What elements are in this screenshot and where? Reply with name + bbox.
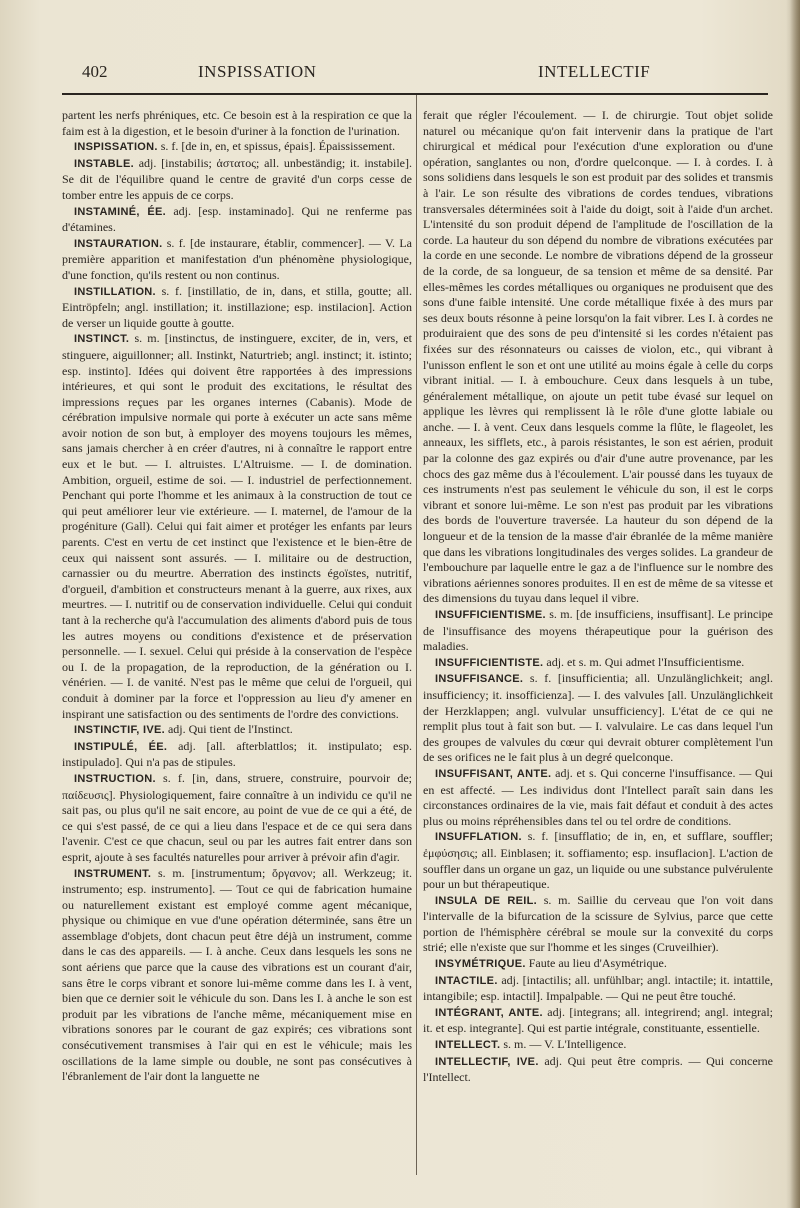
entry-definition: adj. [instabilis; ἀστατος; all. unbeständig; it. instabile]. Se dit de l'équilibre quand le centre de gravité d'un corps cesse de tomber entre les appuis de ce corps. [62, 155, 412, 202]
right-entry-list [423, 607, 773, 1086]
right-running-head: INTELLECTIF [538, 62, 651, 81]
dictionary-entry [423, 956, 773, 973]
dictionary-entry [62, 284, 412, 332]
entry-definition: s. f. [insufflatio; de in, en, et sufflare, souffler; ἐμφύσησις; all. Einblasen; it. soffiamento; esp. insuflacion]. L'action de souffler dans un organe un gaz, un liquide ou une substance pulvérulente pour un but thérapeutique. [423, 829, 773, 892]
entry-headword: INTELLECT. [435, 1039, 501, 1052]
continued-text: partent les nerfs phréniques, etc. Ce besoin est à la respiration ce que la faim est à la digestion, et le besoin d'uriner à la fonction de l'urination. [62, 108, 412, 138]
dictionary-entry [62, 156, 412, 204]
entry-definition: adj. Qui peut être compris. — Qui concerne l'Intellect. [423, 1053, 773, 1085]
entry-definition: Faute au lieu d'Asymétrique. [528, 956, 667, 971]
entry-headword: INSTABLE. [74, 157, 134, 170]
entry-definition: s. f. [insufficientia; all. Unzulänglichkeit; angl. insufficiency; it. insofficienza]. — I. des valvules [all. Unzulänglichkeit der Herzklappen; angl. vulvular unsufficiency]. L'état de ce qui ne remplit plus tout à fait son but. — I. valvulaire. Le cas dans lequel l'un des groupes de valvules du cœur qui devrait obturer complètement l'un de ses orifices ne le fait plus à un degré quelconque. [423, 671, 773, 765]
entry-definition: s. f. [de instaurare, établir, commencer]. — V. La première apparition et manifestation d'un phénomène physiologique, d'une fonction, qu'ils restent ou non continus. [62, 235, 412, 282]
entry-headword: INSTINCT. [74, 333, 130, 346]
entry-headword: INSUFFLATION. [435, 831, 522, 844]
entry-headword: INSUFFICIENTISME. [435, 609, 546, 621]
dictionary-entry [62, 771, 412, 866]
entry-definition: adj. [all. afterblattlos; it. instipulato; esp. instipulado]. Qui n'a pas de stipules. [62, 738, 412, 770]
entry-headword: INSTAMINÉ, ÉE. [74, 205, 167, 218]
entry-headword: INSUFFISANCE. [435, 673, 524, 686]
entry-headword: INSTAURATION. [74, 237, 163, 250]
entry-definition: adj. [integrans; all. integrirend; angl. integral; it. et esp. integrante]. Qui est partie intégrale, constituante, essentielle. [423, 1004, 773, 1036]
entry-headword: INTACTILE. [435, 974, 498, 987]
entry-definition: s. m. [instrumentum; ὄργανον; all. Werkzeug; it. instrumento; esp. instrumento]. — Tout ce qui de fabrication humaine ou naturellement existant est employé comme agent mécanique, physique ou chimique en vue d'une opération déterminée, sans être un assemblage d'objets, dont chacun peut être déjà un instrument, comme dans le cas des appareils. — I. à anche. Ceux dans lesquels les sons ne sont aériens que parce que la cause des vibrations est un courant d'air, sans être le corps vibrant et sonore lui-même comme dans les I. à vent, bien que ce dernier soit le véhicule du son. Dans les I. à anche le son est produit par les vibrations de l'anche même, mécaniquement mise en vibrations sonores par le courant de gaz expirés; ces vibrations sont consécutivement transmises à l'air qui en est le véhicule; mais les oscillations de la lame simple ou double, ne sont pas consécutives à l'ébranlement de l'air dont la languette ne [62, 865, 412, 1084]
entry-definition: s. f. [de in, en, et spissus, épais]. Épaississement. [160, 139, 396, 154]
left-running-head: INSPISSATION [198, 62, 317, 81]
dictionary-entry [62, 866, 412, 1085]
entry-headword: INSUFFICIENTISTE. [435, 656, 544, 669]
header-rule [62, 93, 768, 95]
continued-text: ferait que régler l'écoulement. — I. de chirurgie. Tout objet solide naturel ou mécanique qu'on fait intervenir dans la pratique de l'art chirurgical et médical pour l'exécution d'une exploration ou d'une opération, sanglantes ou non, d'ordre quelconque. — I. à cordes. I. à sons solidiens dans lesquels le son est produit par des solides et transmis à l'air. Le son résulte des vibrations de cordes tendues, vibrations transversales déterminées soit à l'aide du doigt, soit à l'aide d'un archet. L'intensité du son produit dépend de l'amplitude de l'oscillation de la corde. La hauteur du son dépend du nombre de vibrations exécutées par la corde en une seconde. Le nombre de vibrations dépend de la grosseur de la corde, de sa longueur, de sa tension et même de sa densité. Par elles-mêmes les cordes métalliques ou organiques ne produisent que des sons d'une faible intensité. Une corde métallique fixée à des murs par ses deux bouts résonne à peine lorsqu'on la fait vibrer. Les I. à cordes ne produiraient que des sons de peu d'intensité si les cordes n'étaient pas fixées sur des résonnateurs ou caisses de violon, etc., qui vibrant à l'unisson enflent le son et ont une utilité au moins égale à celle du corps vibrant initial. — I. à embouchure. Ceux dans lesquels à un tube, généralement métallique, on ajoute un petit tube évasé sur lequel on applique les lèvres qui remplissent là le rôle d'une glotte labiale ou anche. — I. à vent. Ceux dans lesquels comme la flûte, le flageolet, les anneaux, les sifflets, etc., à parois résistantes, le son est aérien, produit par la colonne des gaz expirés ou d'air d'une autre provenance, par les chocs des gaz même dus à l'écoulement. L'air poussé dans les tuyaux de ces instruments n'est pas seulement le véhicule du son, il est le corps vibrant et sonore lui-même. Le son n'est pas produit par les vibrations des bords de l'ouverture traversée. La hauteur du son dépend de la longueur et de la tension de la masse d'air ébranlée de la même manière que dans les vibrations longitudinales des verges solides. La grandeur de l'embouchure par laquelle entre le gaz a de l'influence sur le nombre des vibrations aériennes sonores produites. Il en est de même de sa vitesse et des dimensions du tuyau dans lequel il vibre. [423, 108, 773, 606]
entry-definition: adj. [esp. instaminado]. Qui ne renferme pas d'étamines. [62, 203, 412, 235]
page-number: 402 [82, 62, 108, 81]
dictionary-entry [423, 1037, 773, 1054]
entry-headword: INSTILLATION. [74, 285, 156, 298]
entry-definition: s. f. [instillatio, de in, dans, et stilla, goutte; all. Eintröpfeln; angl. instillation; it. instillazione; esp. instilacion]. Action de verser un liquide goutte à goutte. [62, 283, 412, 330]
dictionary-entry [62, 331, 412, 722]
entry-headword: INSULA DE REIL. [435, 894, 537, 907]
dictionary-entry [423, 829, 773, 892]
entry-definition: s. m. — V. L'Intelligence. [503, 1037, 627, 1052]
dictionary-entry [423, 671, 773, 766]
entry-headword: INSYMÉTRIQUE. [435, 958, 526, 971]
dictionary-entry [62, 204, 412, 236]
column-divider [416, 95, 417, 1175]
entry-headword: INSTIPULÉ, ÉE. [74, 740, 168, 753]
dictionary-entry [423, 655, 773, 672]
entry-headword: INSTRUCTION. [74, 772, 156, 785]
dictionary-entry [423, 766, 773, 829]
entry-definition: s. f. [in, dans, struere, construire, pourvoir de; παίδευσις]. Physiologiquement, faire connaître à un individu ce qu'il ne sait pas, ou plus qu'il ne sait encore, au point de vue de ce qui a été, de ce qui s'est passé, de ce qui a lieu dans l'espace et de ce qui sera dans l'avenir. C'est ce que chacun, seul ou par les autres fait entrer dans son esprit, ajoute à ses facultés naturelles pour arriver à prévoir afin d'agir. [62, 770, 412, 864]
left-entry-list [62, 139, 412, 1085]
dictionary-entry [423, 1054, 773, 1086]
dictionary-entry [62, 739, 412, 771]
entry-definition: s. m. [de insufficiens, insuffisant]. Le principe de l'insuffisance des moyens thérapeutique pour la guérison des maladies. [423, 607, 773, 654]
entry-definition: adj. et s. m. Qui admet l'Insufficientisme. [546, 654, 745, 669]
dictionary-entry [423, 973, 773, 1005]
entry-definition: adj. et s. Qui concerne l'insuffisance. — Qui en est affecté. — Les individus dont l'Intellect paraît sain dans les circonstances ordinaires de la vie, mais fait défaut et conduit à des actes plus ou moins répréhensibles dans tel ou tel ordre de conditions. [423, 765, 773, 828]
entry-headword: INSPISSATION. [74, 141, 158, 154]
page-edge-shadow [786, 0, 800, 1208]
entry-headword: INTELLECTIF, IVE. [435, 1055, 539, 1068]
dictionary-entry [62, 139, 412, 156]
dictionary-entry [423, 1005, 773, 1037]
entry-headword: INSTINCTIF, IVE. [74, 724, 165, 737]
dictionary-entry [62, 722, 412, 739]
dictionary-entry [423, 893, 773, 956]
entry-headword: INSUFFISANT, ANTE. [435, 767, 552, 780]
entry-definition: s. m. Saillie du cerveau que l'on voit dans l'intervalle de la bifurcation de la scissure de Sylvius, parce que cette portion de l'hémisphère cérébral se moule sur la convexité du corps strié; elle n'existe que sur l'homme et les singes (Cruveilhier). [423, 892, 773, 955]
right-column [423, 108, 773, 1178]
page-header [82, 62, 770, 84]
entry-definition: adj. Qui tient de l'Instinct. [167, 722, 293, 737]
left-column [62, 108, 412, 1178]
dictionary-entry [62, 236, 412, 284]
entry-headword: INTÉGRANT, ANTE. [435, 1006, 543, 1019]
entry-definition: adj. [intactilis; all. unfühlbar; angl. intactile; it. intattile, intangibile; esp. intactil]. Impalpable. — Qui ne peut être touché. [423, 972, 773, 1004]
dictionary-entry [423, 607, 773, 655]
entry-headword: INSTRUMENT. [74, 867, 152, 880]
entry-definition: s. m. [instinctus, de instinguere, exciter, de in, vers, et stinguere, aiguillonner; all. Instinkt, Naturtrieb; angl. instinct; it. istinto; esp. instinto]. Idées qui doivent être rapportées à des impressions intérieures, et qui sont le produit des excitations, le résultat des impressions reçues par les organes internes (Cabanis). Mode de cérébration impulsive normale qui porte à exécuter un acte sans même avoir notion de son but, à employer des moyens toujours les mêmes, sans jamais chercher à en créer d'autres, ni à connaître le rapport entre eux et le but. — I. altruistes. L'Altruisme. — I. de domination. Ambition, orgueil, estime de soi. — I. industriel de perfectionnement. Penchant qui porte l'homme et les animaux à la construction de tout ce qui peut améliorer leur vie extérieure. — I. maternel, de l'amour de la progéniture (Gall). Celui qui fait aimer et protéger les enfants par leurs parents. C'est en vertu de cet instinct que l'existence et le bien-être de ceux qui naissent sont assurés. — I. militaire ou de destruction, carnassier ou du meurtre. Aberration des instincts égoïstes, nutritif, d'orgueil, d'ambition et constructeurs menant à la guerre, aux rixes, aux meurtres. — I. nutritif ou de conservation individuelle. Celui qui conduit tant à la recherche qu'à l'accumulation des aliments d'abord puis de tous les autres moyens ou conditions d'existence et de préservation personnelle. — I. sexuel. Celui qui préside à la conservation de l'espèce ou I. de la propagation, de la reproduction, de la génération ou I. vénérien. — I. de vanité. N'est pas le même que celui de l'orgueil, qui conduit à dominer par la force et l'oppression au lieu d'y amener en inspirant une satisfaction ou des sentiments de l'ordre des convictions. [62, 331, 412, 721]
